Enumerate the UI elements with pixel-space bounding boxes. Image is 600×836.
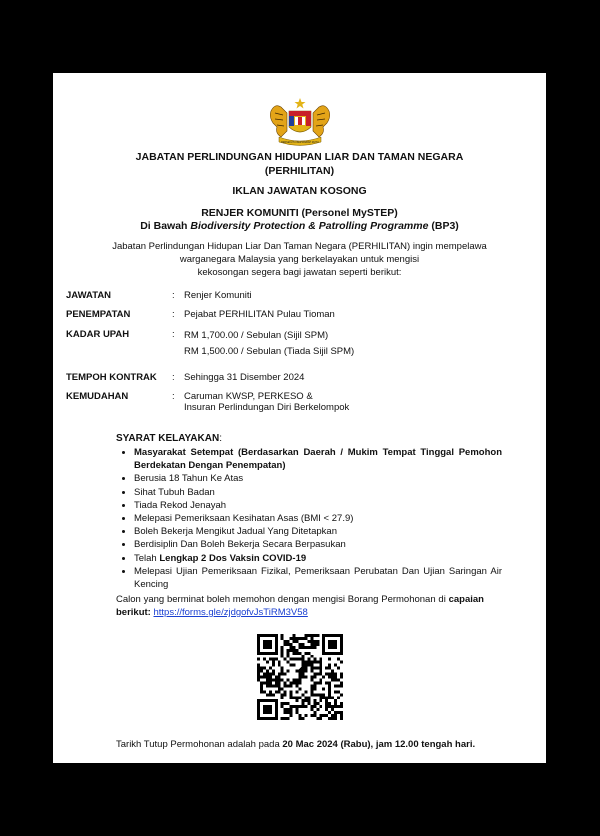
application-form-link[interactable]: https://forms.gle/zjdgofvJsTiRM3V58 bbox=[153, 607, 308, 618]
requirement-item: • Tiada Rekod Jenayah bbox=[134, 499, 502, 512]
requirement-item: • Boleh Bekerja Mengikut Jadual Yang Ditetapkan bbox=[134, 525, 502, 538]
notice-title: IKLAN JAWATAN KOSONG bbox=[232, 185, 367, 197]
closing-date-line: Tarikh Tutup Permohonan adalah pada 20 Mac 2024 (Rabu), jam 12.00 tengah hari. bbox=[116, 739, 476, 750]
kadar-upah-value-no-spm: RM 1,500.00 / Sebulan (Tiada Sijil SPM) bbox=[184, 346, 355, 357]
requirement-item: • Berdisiplin Dan Boleh Bekerja Secara Berpasukan bbox=[134, 538, 502, 551]
programme-prefix: Di Bawah bbox=[140, 220, 191, 232]
tempoh-kontrak-label: TEMPOH KONTRAK bbox=[66, 372, 157, 383]
requirement-item: • Berusia 18 Tahun Ke Atas bbox=[134, 472, 502, 485]
intro-line-1: Jabatan Perlindungan Hidupan Liar Dan Taman Negara (PERHILITAN) ingin mempelawa bbox=[112, 241, 487, 252]
requirement-item: • Melepasi Ujian Pemeriksaan Fizikal, Pemeriksaan Perubatan Dan Ujian Saringan Air Kencing bbox=[134, 565, 502, 591]
agency-name: JABATAN PERLINDUNGAN HIDUPAN LIAR DAN TAMAN NEGARA bbox=[135, 151, 464, 163]
apply-instructions: Calon yang berminat boleh memohon dengan mengisi Borang Permohonan di capaian berikut: https://forms.gle/zjdgofvJsTiRM3V58 bbox=[116, 594, 484, 618]
coat-of-arms-emblem bbox=[265, 97, 335, 147]
kemudahan-label: KEMUDAHAN bbox=[66, 391, 129, 402]
penempatan-value: Pejabat PERHILITAN Pulau Tioman bbox=[184, 309, 335, 320]
jawatan-value: Renjer Komuniti bbox=[184, 290, 252, 301]
intro-line-3: kekosongan segera bagi jawatan seperti berikut: bbox=[197, 267, 402, 278]
kemudahan-value-2: Insuran Perlindungan Diri Berkelompok bbox=[184, 402, 350, 413]
requirement-item: • Melepasi Pemeriksaan Kesihatan Asas (BMI < 27.9) bbox=[134, 512, 502, 525]
tempoh-kontrak-value: Sehingga 31 Disember 2024 bbox=[184, 372, 305, 383]
kadar-upah-colon: : bbox=[172, 329, 175, 340]
penempatan-colon: : bbox=[172, 309, 175, 320]
emblem-motto: BERSEKUTU BERTAMBAH MUTU bbox=[281, 141, 319, 144]
position-title: RENJER KOMUNITI (Personel MySTEP) bbox=[201, 207, 398, 219]
programme-line bbox=[53, 220, 546, 233]
requirements-heading: SYARAT KELAYAKAN: bbox=[116, 433, 222, 444]
application-qr-code[interactable] bbox=[257, 634, 343, 720]
penempatan-label: PENEMPATAN bbox=[66, 309, 131, 320]
kadar-upah-value-spm: RM 1,700.00 / Sebulan (Sijil SPM) bbox=[184, 330, 329, 341]
agency-abbreviation: (PERHILITAN) bbox=[264, 165, 335, 177]
jawatan-label: JAWATAN bbox=[66, 290, 112, 301]
kadar-upah-label: KADAR UPAH bbox=[66, 329, 130, 340]
programme-name: Biodiversity Protection & Patrolling Programme bbox=[190, 220, 429, 232]
intro-line-2: warganegara Malaysia yang berkelayakan untuk mengisi bbox=[179, 254, 420, 265]
requirements-list bbox=[116, 446, 502, 591]
kemudahan-value-1: Caruman KWSP, PERKESO & bbox=[184, 391, 313, 402]
jawatan-colon: : bbox=[172, 290, 175, 301]
programme-suffix: (BP3) bbox=[428, 220, 459, 232]
tempoh-kontrak-colon: : bbox=[172, 372, 175, 383]
requirement-item: • Telah Lengkap 2 Dos Vaksin COVID-19 bbox=[134, 552, 502, 565]
requirement-item: • Sihat Tubuh Badan bbox=[134, 486, 502, 499]
closing-date: 20 Mac 2024 (Rabu), jam 12.00 tengah hari. bbox=[282, 739, 476, 750]
requirement-item: • Masyarakat Setempat (Berdasarkan Daerah / Mukim Tempat Tinggal Pemohon Berdekatan Dengan Penempatan) bbox=[134, 446, 502, 472]
kemudahan-colon: : bbox=[172, 391, 175, 402]
